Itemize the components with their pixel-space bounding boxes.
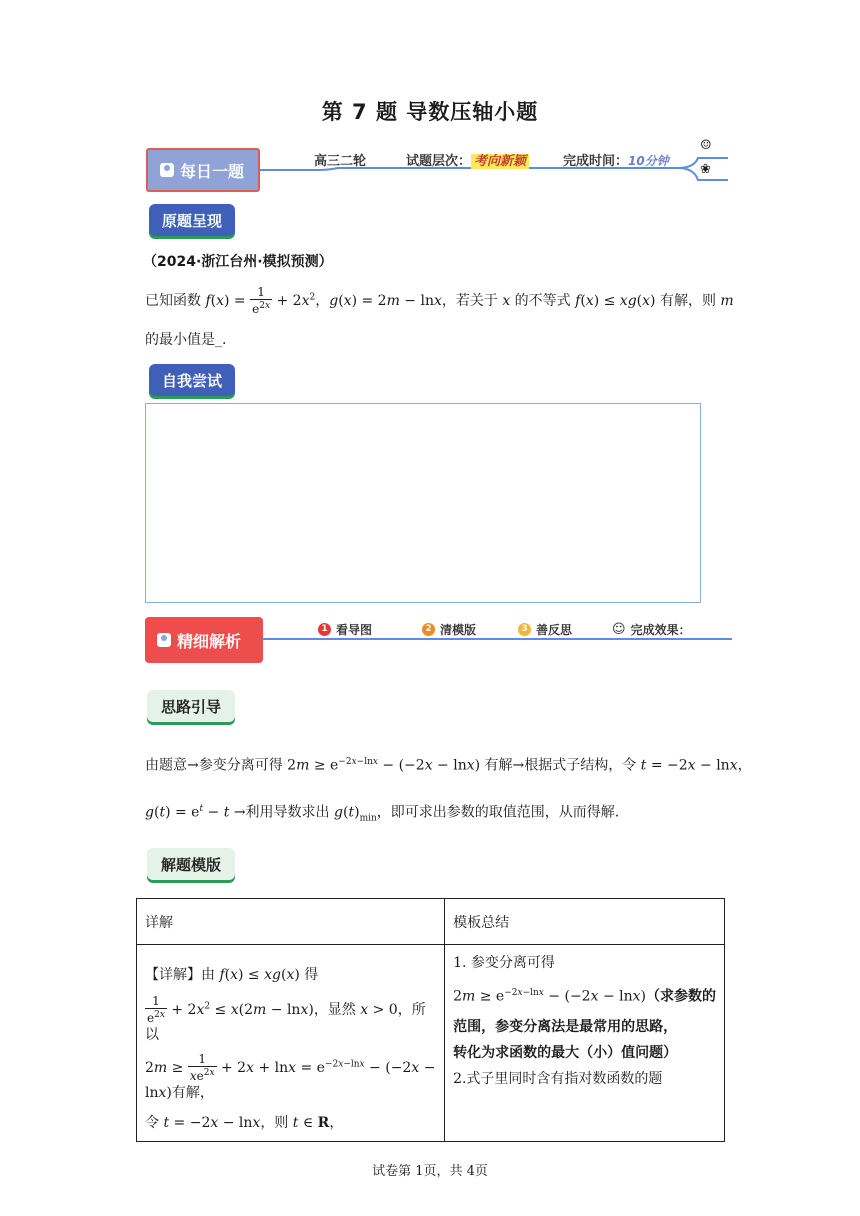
summary-line1: 1. 参变分离可得 (453, 955, 555, 971)
problem-source: （2024·浙江台州·模拟预测） (143, 254, 333, 270)
problem-statement: 已知函数 f(x) = $\frac{1}{e^{2x}}$ + $2x^2$，g(x) = 2m − lnx，若关于 x 的不等式 f(x) ≤ xg(x) 有解，则 m (145, 285, 734, 316)
page-title: 第 7 题 导数压轴小题 (321, 100, 539, 124)
section-idea: 思路引导 (147, 690, 235, 722)
summary-line5: 2.式子里同时含有指对数函数的题 (453, 1070, 663, 1087)
idea-line1: 由题意→参变分离可得 $2m \ge e^{-2x-lnx} - (-2x - \ln x)$ 有解→根据式子结构，令 t = −2x − lnx， (145, 757, 752, 774)
flower-icon: ❀ (700, 162, 711, 177)
section-original: 原题呈现 (149, 204, 235, 236)
section-try: 自我尝试 (149, 364, 235, 396)
grade-label: 高三二轮 (314, 154, 367, 169)
page-footer: 试卷第 1页，共 4页 (372, 1164, 488, 1179)
time-label: 完成时间： (563, 154, 629, 169)
daily-question-banner (146, 148, 260, 192)
analysis-connector (262, 638, 732, 640)
section-template: 解题模版 (147, 848, 235, 880)
answer-box[interactable] (145, 403, 701, 603)
idea-line2: $g(t) = e^t - t$ →利用导数求出 $g(t)_{min}$，即可求出参数的取值范围，从而得解. (145, 804, 620, 824)
step-1-icon: 1 (318, 623, 331, 636)
table-header-detail: 详解 (137, 899, 445, 945)
level-label: 试题层次： (406, 154, 472, 169)
step-2-icon: 2 (422, 623, 435, 636)
smile-icon: ☺ (612, 622, 626, 637)
detail-cell (137, 945, 445, 1142)
step-3: 3 善反思 (518, 621, 572, 638)
table-header-summary: 模板总结 (445, 899, 725, 945)
analysis-banner (145, 617, 263, 663)
level-value: 考向新颖 (471, 154, 529, 169)
summary-cell (445, 945, 725, 1142)
level-row (406, 150, 529, 169)
analysis-label: 精细解析 (177, 631, 242, 651)
template-table (136, 898, 725, 1142)
user-icon (160, 163, 174, 177)
time-value: 10分钟 (628, 154, 669, 168)
list-icon (157, 633, 171, 647)
step-3-icon: 3 (518, 623, 531, 636)
detail-line2: $\frac{1}{e^{2x}}$ + $2x^2 \le x(2m - \ln x)$，显然 x > 0，所以 (145, 994, 426, 1043)
step-1: 1 看导图 (318, 621, 372, 638)
summary-line2: $2m \ge e^{-2x-lnx} - (-2x - \ln x)$（求参数的 (453, 988, 716, 1005)
time-row (563, 150, 669, 169)
summary-line4: 转化为求函数的最大（小）值问题） (453, 1044, 678, 1061)
summary-line3: 范围，参变分离法是最常用的思路， (453, 1018, 678, 1035)
detail-line3: 2m ≥ $\frac{1}{xe^{2x}}$ + $2x + \ln x = e^{-2x-lnx} - (-2x - \ln x)$有解， (145, 1052, 436, 1101)
step-4: ☺ 完成效果： (612, 622, 691, 637)
banner-label: 每日一题 (180, 161, 245, 181)
smile-icon: ☺ (700, 138, 712, 153)
problem-line2: 的最小值是_. (145, 332, 227, 348)
detail-line1: 【详解】由 f(x) ≤ xg(x) 得 (145, 967, 319, 983)
step-2: 2 清模版 (422, 621, 476, 638)
detail-line4: 令 t = −2x − lnx，则 t ∈ R， (145, 1115, 344, 1131)
